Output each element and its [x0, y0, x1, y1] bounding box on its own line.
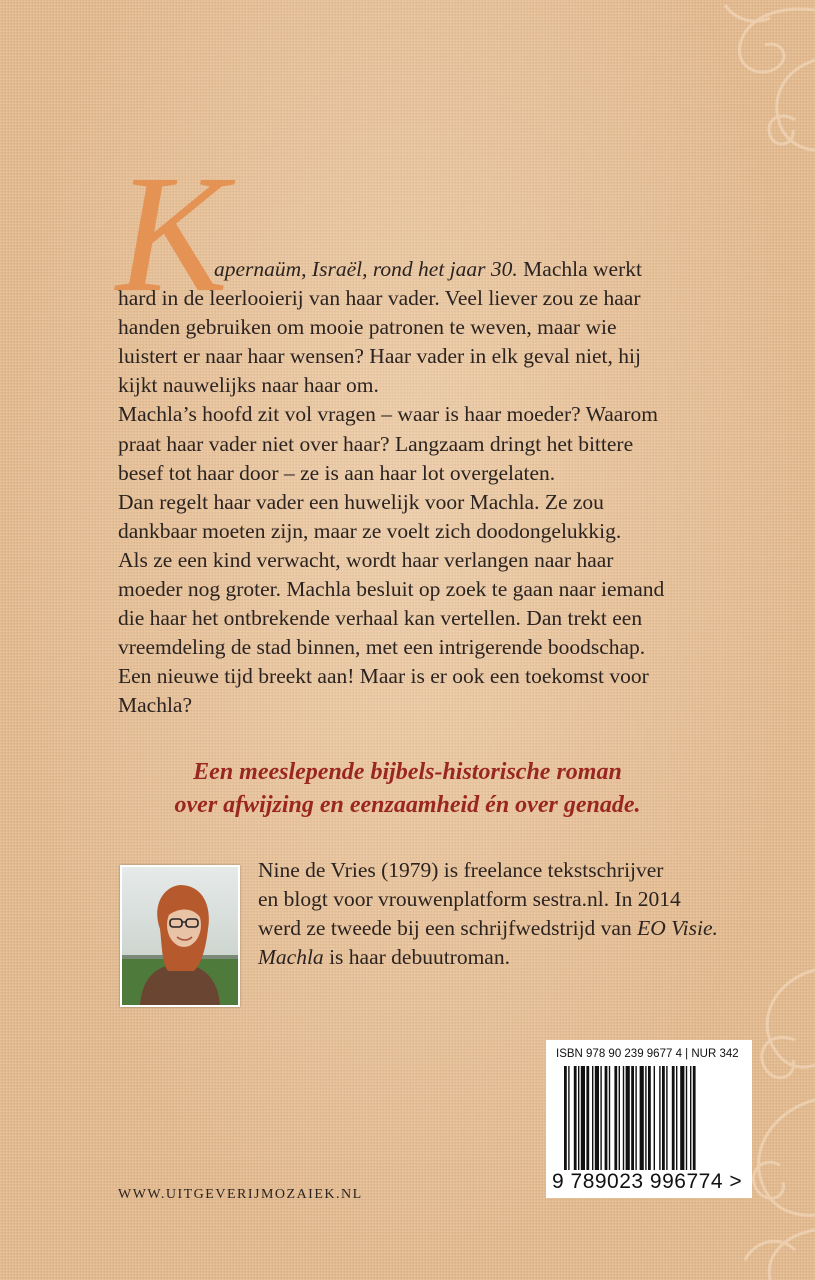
barcode-bar	[648, 1066, 651, 1170]
barcode-bar	[614, 1066, 617, 1170]
blurb-line: Machla?	[118, 693, 193, 718]
blurb-place-date: apernaüm, Israël, rond het jaar 30.	[214, 257, 518, 281]
blurb-line: Als ze een kind verwacht, wordt haar verlangen naar haar	[118, 547, 614, 572]
barcode-bar	[690, 1066, 691, 1170]
blurb-line: Dan regelt haar vader een huwelijk voor Machla. Ze zou	[118, 489, 604, 514]
blurb-line: Een nieuwe tijd breekt aan! Maar is er ook een toekomst voor	[118, 664, 649, 689]
barcode-bar	[600, 1066, 601, 1170]
blurb-line: vreemdeling de stad binnen, met een intrigerende boodschap.	[118, 635, 646, 660]
magazine-name: EO Visie.	[637, 916, 718, 941]
author-bio-line: en blogt voor vrouwenplatform sestra.nl. In 2014	[258, 887, 681, 912]
author-bio-line: Nine de Vries (1979) is freelance tekstschrijver	[258, 858, 664, 882]
barcode-bar	[578, 1066, 579, 1170]
barcode-bar	[680, 1066, 684, 1170]
author-bio-text: werd ze tweede bij een schrijfwedstrijd van	[258, 916, 638, 941]
barcode-bar	[666, 1066, 667, 1170]
tagline-line-1: Een meeslepende bijbels-historische roman	[193, 759, 622, 785]
blurb-line: kijkt nauwelijks naar haar om.	[118, 373, 379, 398]
barcode-bar	[635, 1066, 636, 1170]
blurb-line: die haar het ontbrekende verhaal kan vertellen. Dan trekt een	[118, 606, 643, 631]
barcode-bar	[654, 1066, 655, 1170]
barcode-bar	[592, 1066, 593, 1170]
tagline-line-2: over afwijzing en eenzaamheid én over genade.	[174, 792, 641, 818]
barcode-bar	[568, 1066, 569, 1170]
author-bio-text: is haar debuutroman.	[323, 945, 510, 970]
blurb-first-line-rest: Machla werkt	[517, 257, 642, 281]
barcode-bar	[605, 1066, 608, 1170]
barcode-bar	[581, 1066, 585, 1170]
blurb-line: moeder nog groter. Machla besluit op zoek te gaan naar iemand	[118, 577, 665, 602]
blurb-line: luistert er naar haar wensen? Haar vader in elk geval niet, hij	[118, 344, 641, 369]
blurb-first-line	[118, 255, 718, 284]
barcode-bar	[662, 1066, 665, 1170]
author-bio-line	[258, 914, 778, 943]
blurb-line: handen gebruiken om mooie patronen te weven, maar wie	[118, 315, 617, 340]
barcode-bar	[595, 1066, 599, 1170]
blurb-line: praat haar vader niet over haar? Langzaam dringt het bittere	[118, 431, 634, 456]
barcode-bar	[586, 1066, 589, 1170]
barcode-bar	[672, 1066, 675, 1170]
barcode-bar	[623, 1066, 624, 1170]
book-title: Machla	[258, 945, 324, 970]
decorative-flourish-top	[665, 0, 815, 200]
blurb-line: Machla’s hoofd zit vol vragen – waar is haar moeder? Waarom	[118, 402, 658, 427]
barcode-bar	[676, 1066, 677, 1170]
publisher-website: WWW.UITGEVERIJMOZAIEK.NL	[118, 1187, 363, 1202]
barcode-bar	[640, 1066, 644, 1170]
back-cover-blurb	[118, 255, 718, 721]
author-photo	[120, 865, 240, 1007]
barcode-bar	[574, 1066, 577, 1170]
author-bio	[258, 856, 778, 972]
barcode-bar	[619, 1066, 620, 1170]
barcode-bar	[686, 1066, 687, 1170]
tagline	[0, 756, 815, 822]
blurb-line: dankbaar moeten zijn, maar ze voelt zich doodongelukkig.	[118, 518, 622, 543]
drop-cap-letter: K	[116, 141, 229, 327]
blurb-line: besef tot haar door – ze is aan haar lot overgelaten.	[118, 460, 556, 485]
barcode-bar	[564, 1066, 567, 1170]
barcode-bar	[693, 1066, 696, 1170]
barcode-bar	[645, 1066, 646, 1170]
barcode-digits: 9 789023 996774 >	[552, 1170, 743, 1193]
blurb-line: hard in de leerlooierij van haar vader. Veel liever zou ze haar	[118, 286, 641, 311]
barcode-bars	[564, 1066, 740, 1170]
barcode-bar	[626, 1066, 630, 1170]
barcode-bar	[609, 1066, 610, 1170]
barcode-bar	[659, 1066, 660, 1170]
barcode-bar	[631, 1066, 634, 1170]
isbn-barcode	[546, 1040, 752, 1198]
author-bio-line	[258, 943, 778, 972]
isbn-text: ISBN 978 90 239 9677 4 | NUR 342	[556, 1048, 739, 1060]
